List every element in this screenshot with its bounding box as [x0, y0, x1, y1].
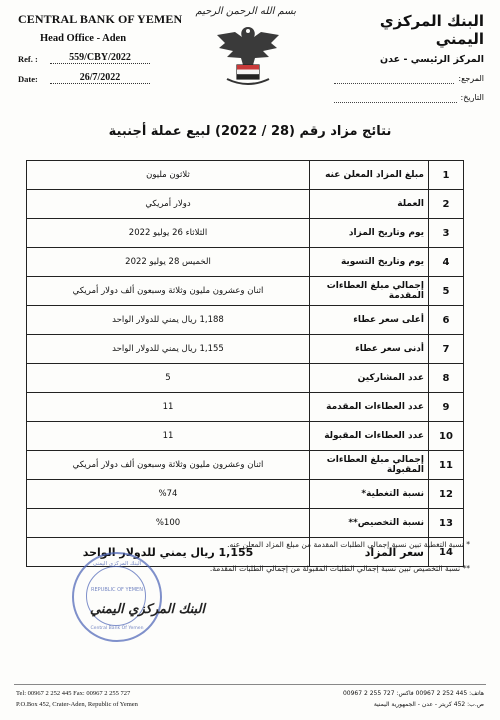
date-value: 26/7/2022	[50, 72, 150, 84]
row-label: مبلغ المزاد المعلن عنه	[310, 161, 429, 190]
table-row	[27, 248, 464, 277]
footer-english	[16, 688, 138, 710]
row-label: عدد العطاءات المقبولة	[310, 422, 429, 451]
stamp-text-top: البنك المركزي اليمني	[92, 561, 142, 567]
row-value: اثنان وعشرون مليون وثلاثة وسبعون ألف دولار أمريكي	[27, 451, 310, 480]
row-label: عدد المشاركين	[310, 364, 429, 393]
row-number: 7	[429, 335, 464, 364]
table-row	[27, 364, 464, 393]
row-label: يوم وتاريخ المزاد	[310, 219, 429, 248]
table-row	[27, 306, 464, 335]
footer-address-ar: ص.ب: 452 كريتر - عدن - الجمهورية اليمنية	[373, 701, 484, 708]
row-label: أدنى سعر عطاء	[310, 335, 429, 364]
eagle-emblem-icon	[213, 21, 283, 89]
footer-contact-en: Tel: 00967 2 252 445 Fax: 00967 2 255 727	[16, 690, 131, 697]
row-value: 1,155 ريال يمني للدولار الواحد	[27, 335, 310, 364]
row-label: أعلى سعر عطاء	[310, 306, 429, 335]
bank-name-ar: البنك المركزي اليمني	[379, 12, 484, 48]
letterhead-english	[18, 12, 188, 84]
ref-row-ar	[334, 74, 484, 84]
stamp-text-bottom: Central Bank Of Yemen	[90, 626, 144, 631]
row-number: 9	[429, 393, 464, 422]
date-dots	[334, 93, 457, 103]
row-value: دولار أمريكي	[27, 190, 310, 219]
row-number: 4	[429, 248, 464, 277]
row-number: 8	[429, 364, 464, 393]
bismillah: بسم الله الرحمن الرحيم	[195, 6, 296, 17]
row-label: يوم وتاريخ التسوية	[310, 248, 429, 277]
footnote-allocation: ** نسبة التخصيص تبين نسبة إجمالي الطلبات المقبولة من إجمالي الطلبات المقدمة.	[209, 564, 470, 573]
document-title: نتائج مزاد رقم (28 / 2022) لبيع عملة أجنبية	[108, 124, 392, 139]
date-row	[18, 72, 188, 84]
row-value: ثلاثون مليون	[27, 161, 310, 190]
row-value: اثنان وعشرون مليون وثلاثة وسبعون ألف دولار أمريكي	[27, 277, 310, 306]
bank-name-en: CENTRAL BANK OF YEMEN	[18, 12, 183, 26]
ref-label-ar: المرجع:	[458, 74, 484, 83]
table-row	[27, 451, 464, 480]
row-number: 14	[429, 538, 464, 567]
stamp-inner-ring	[86, 566, 146, 626]
ref-value: 559/CBY/2022	[50, 52, 150, 64]
row-value: 11	[27, 422, 310, 451]
row-label: العملة	[310, 190, 429, 219]
footer-contact-ar: هاتف: 445 252 2 00967 فاكس: 727 255 2 00967	[342, 690, 484, 697]
date-label-ar: التاريخ:	[460, 93, 484, 102]
table-row	[27, 509, 464, 538]
row-number: 13	[429, 509, 464, 538]
footnote-coverage: * نسبة التغطية تبين نسبة إجمالي الطلبات المقدمة من مبلغ المزاد المعلن عنه.	[227, 540, 470, 549]
ref-dots	[334, 74, 454, 84]
row-value: %100	[27, 509, 310, 538]
table-row	[27, 161, 464, 190]
date-label: Date:	[18, 74, 38, 84]
row-number: 3	[429, 219, 464, 248]
row-label: نسبة التخصيص**	[310, 509, 429, 538]
row-number: 10	[429, 422, 464, 451]
row-label: سعر المزاد	[310, 538, 429, 567]
footer-divider	[14, 684, 486, 685]
table-row	[27, 190, 464, 219]
auction-results-table	[26, 160, 464, 567]
table-row	[27, 335, 464, 364]
row-number: 1	[429, 161, 464, 190]
table-row	[27, 393, 464, 422]
signature-text: البنك المركزي اليمني	[90, 602, 205, 617]
letterhead-center	[195, 6, 296, 93]
row-value: الخميس 28 يوليو 2022	[27, 248, 310, 277]
row-value: 5	[27, 364, 310, 393]
row-number: 2	[429, 190, 464, 219]
footer-arabic	[343, 688, 484, 710]
letterhead-arabic	[334, 12, 484, 103]
row-value: الثلاثاء 26 يوليو 2022	[27, 219, 310, 248]
footer-address-en: P.O.Box 452, Crater-Aden, Republic of Yemen	[16, 701, 138, 708]
office-name-en: Head Office - Aden	[40, 33, 127, 44]
ref-row	[18, 52, 188, 64]
table-row	[27, 277, 464, 306]
row-label: إجمالي مبلغ العطاءات المقدمة	[310, 277, 429, 306]
row-label: نسبة التغطية*	[310, 480, 429, 509]
table-row	[27, 219, 464, 248]
row-value: 1,155 ريال يمني للدولار الواحد	[27, 538, 310, 567]
table-row	[27, 422, 464, 451]
row-value: 11	[27, 393, 310, 422]
row-value: 1,188 ريال يمني للدولار الواحد	[27, 306, 310, 335]
date-row-ar	[334, 93, 484, 103]
official-stamp	[72, 552, 162, 642]
row-value: %74	[27, 480, 310, 509]
stamp-text-middle: REPUBLIC OF YEMEN	[91, 587, 143, 593]
ref-label: Ref. :	[18, 54, 38, 64]
row-number: 12	[429, 480, 464, 509]
row-number: 11	[429, 451, 464, 480]
row-label: عدد العطاءات المقدمة	[310, 393, 429, 422]
row-number: 6	[429, 306, 464, 335]
office-name-ar: المركز الرئيسي - عدن	[380, 54, 484, 65]
table-row	[27, 480, 464, 509]
row-number: 5	[429, 277, 464, 306]
row-label: إجمالي مبلغ العطاءات المقبولة	[310, 451, 429, 480]
